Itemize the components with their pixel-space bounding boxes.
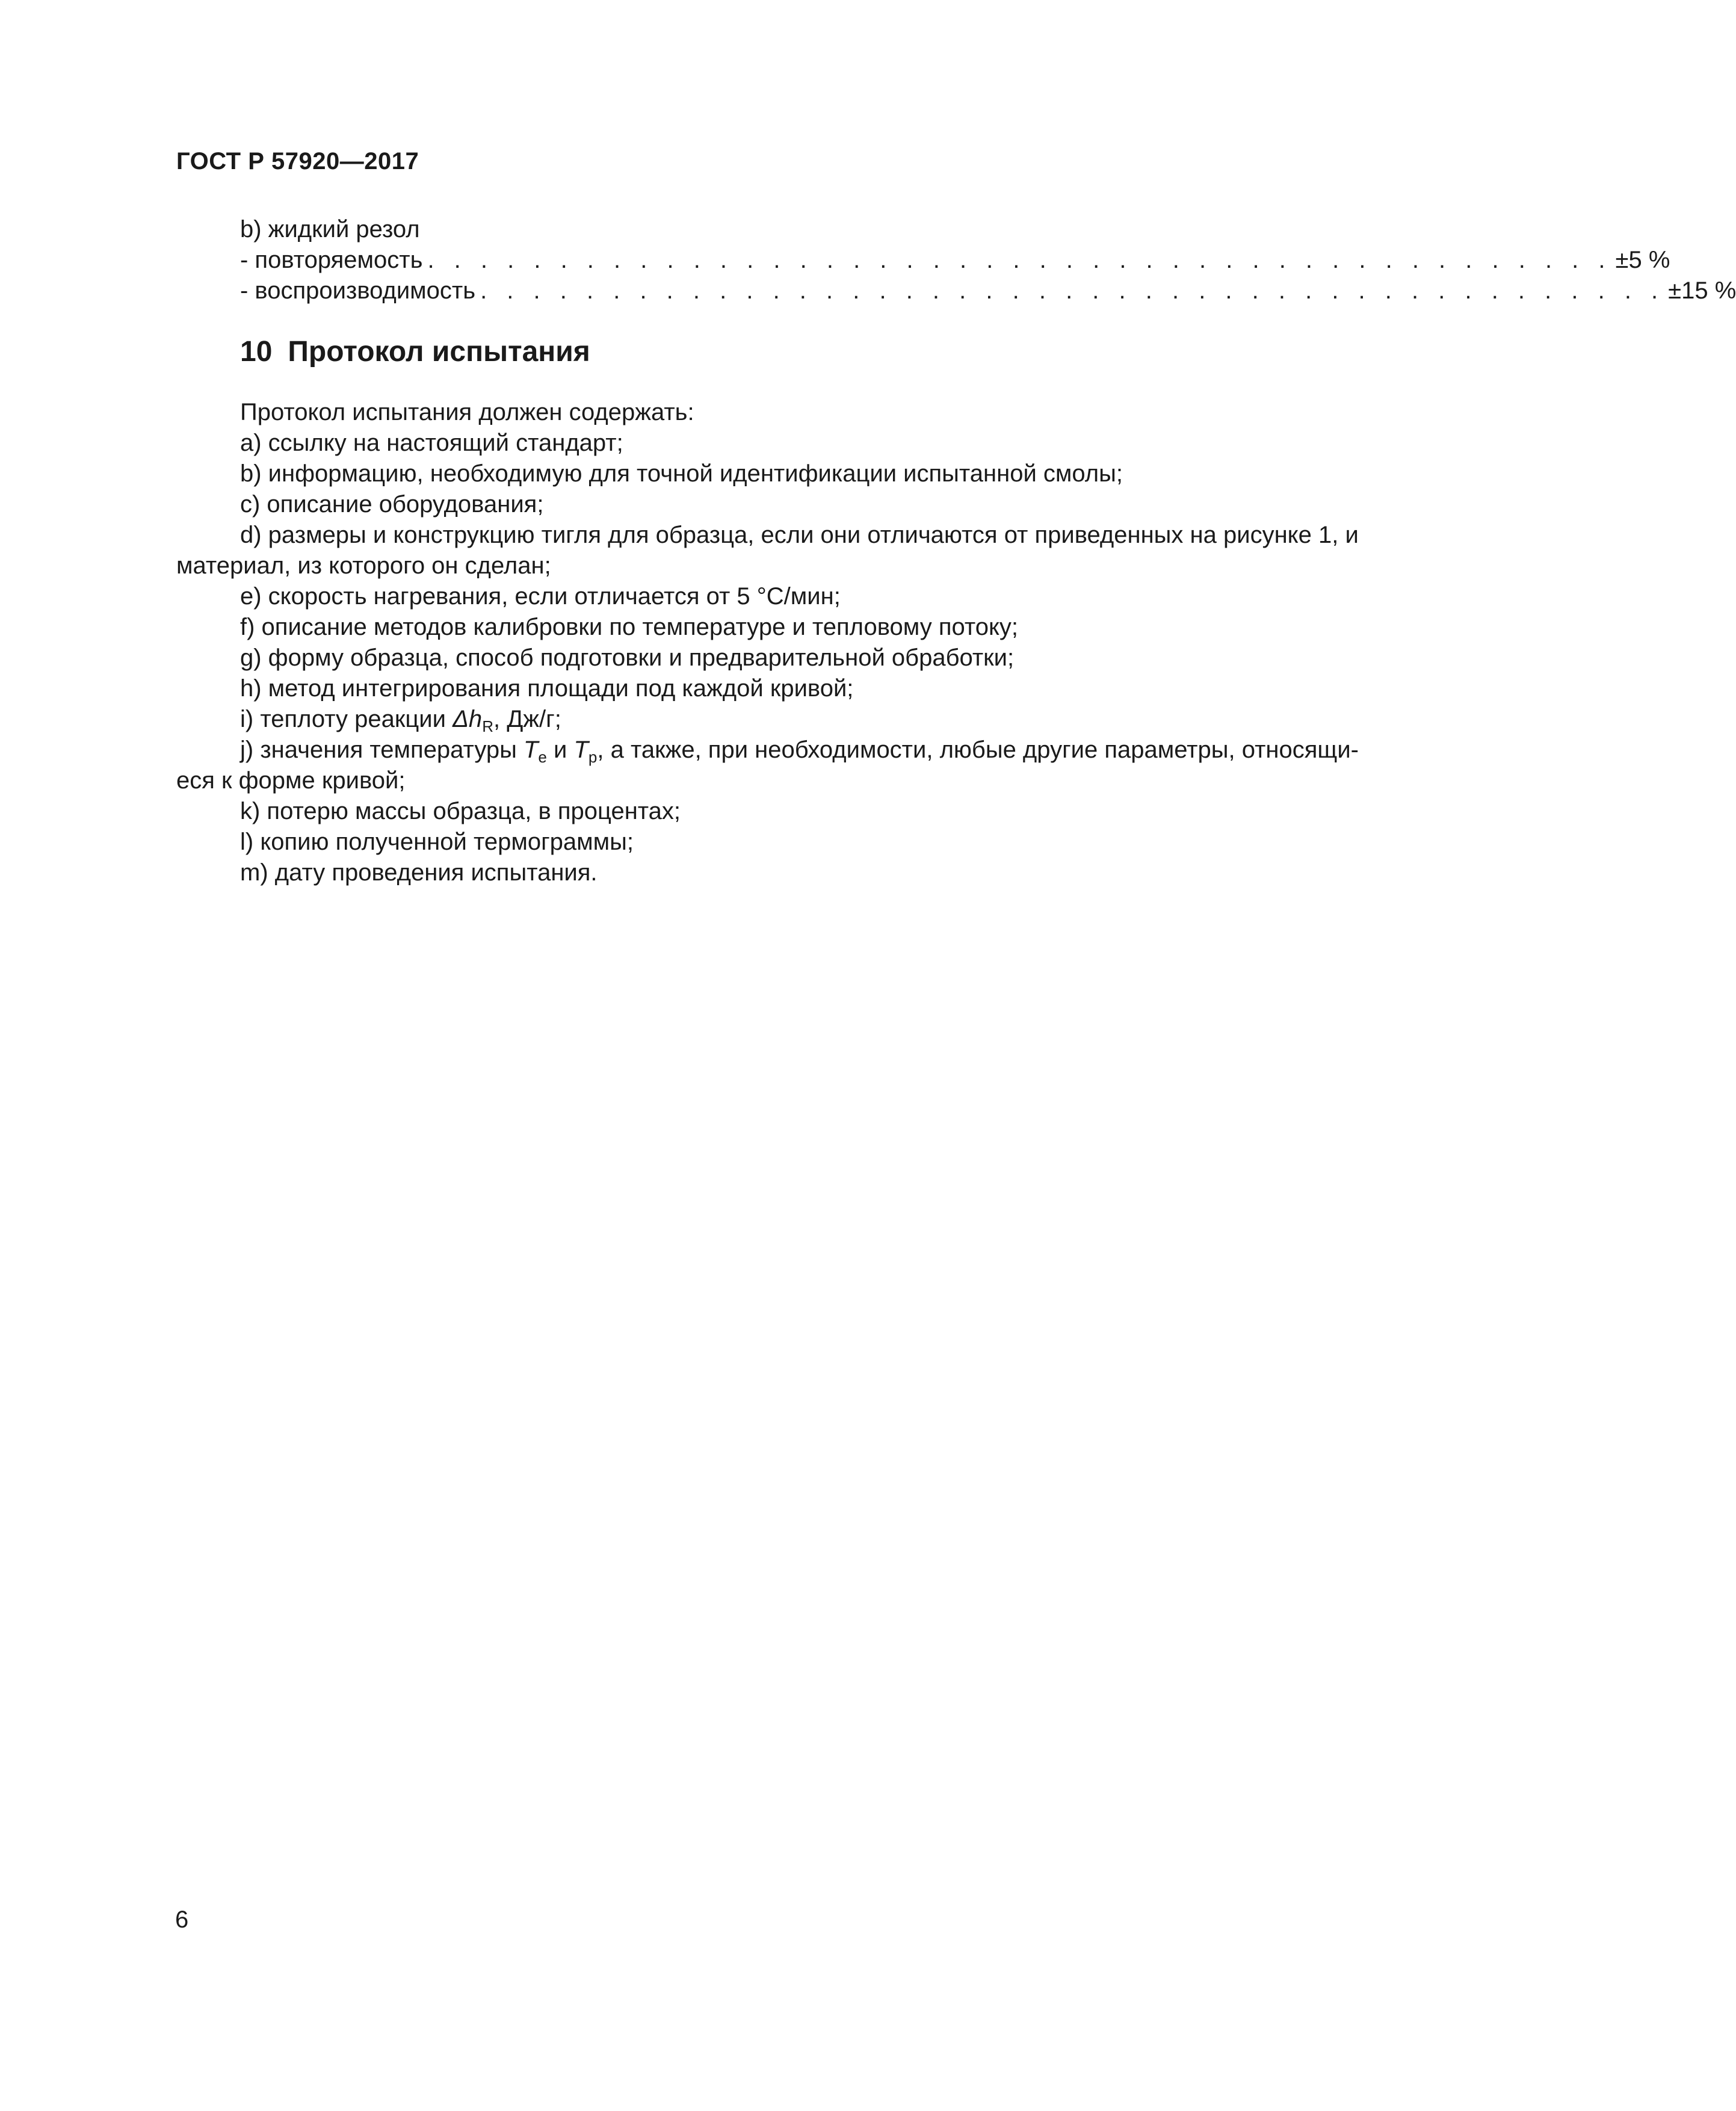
dot-leader: . . . . . . . . . . . . . . . . . . . . . . . . . . . . . . . . . . . . . . . . . . . . . [480, 277, 1665, 304]
precision-row-value: ±5 % [1615, 247, 1670, 273]
report-item-f: f) описание методов калибровки по температуре и тепловому потоку; [240, 614, 1019, 640]
temp-subscript-e: e [538, 748, 547, 766]
report-item-h: h) метод интегрирования площади под каждой кривой; [240, 675, 854, 702]
item-j-text: j) значения температуры [240, 737, 524, 763]
item-j-and: и [546, 737, 574, 763]
report-item-m: m) дату проведения испытания. [240, 859, 598, 886]
precision-row-value: ±15 % [1668, 277, 1736, 304]
precision-row-reproducibility [176, 276, 1736, 306]
temp-symbol-e: T [523, 737, 539, 763]
precision-row-repeatability [176, 245, 1670, 276]
report-item-i [176, 704, 1374, 735]
report-item-d: d) размеры и конструкцию тигля для образца, если они отличаются от приведенных на рисунке 1, и материал, из которого он сделан; [176, 522, 1359, 579]
item-j-rest: , а также, при необходимости, любые другие параметры, относящиеся к форме кривой; [176, 737, 1359, 794]
heat-subscript: R [482, 717, 493, 735]
temp-subscript-p: p [588, 748, 598, 766]
section-number: 10 [240, 336, 273, 368]
heat-symbol: Δh [453, 706, 483, 732]
precision-row-label: - воспроизводимость [240, 277, 476, 304]
report-item-k: k) потерю массы образца, в процентах; [240, 798, 681, 824]
report-item-j [176, 735, 1374, 796]
report-contents-list [176, 397, 1374, 888]
item-i-unit: , Дж/г; [493, 706, 561, 732]
dot-leader: . . . . . . . . . . . . . . . . . . . . . . . . . . . . . . . . . . . . . . . . . . . . . [427, 247, 1612, 273]
temp-symbol-p: T [573, 737, 588, 763]
report-item-a: a) ссылку на настоящий стандарт; [240, 430, 623, 456]
report-item-b: b) информацию, необходимую для точной идентификации испытанной смолы; [240, 460, 1123, 487]
document-id-header: ГОСТ Р 57920—2017 [176, 148, 419, 175]
report-item-g: g) форму образца, способ подготовки и предварительной обработки; [240, 644, 1015, 671]
precision-block [176, 214, 1736, 306]
section-heading [240, 335, 590, 368]
report-intro: Протокол испытания должен содержать: [240, 399, 694, 425]
report-item-l: l) копию полученной термограммы; [240, 829, 634, 855]
report-item-c: c) описание оборудования; [240, 491, 544, 518]
precision-row-label: - повторяемость [240, 247, 423, 273]
report-item-e: e) скорость нагревания, если отличается от 5 °С/мин; [240, 583, 841, 610]
precision-item-label: b) жидкий резол [240, 216, 420, 243]
page-number: 6 [175, 1906, 189, 1933]
item-i-text: i) теплоту реакции [240, 706, 453, 732]
section-title: Протокол испытания [288, 336, 590, 368]
